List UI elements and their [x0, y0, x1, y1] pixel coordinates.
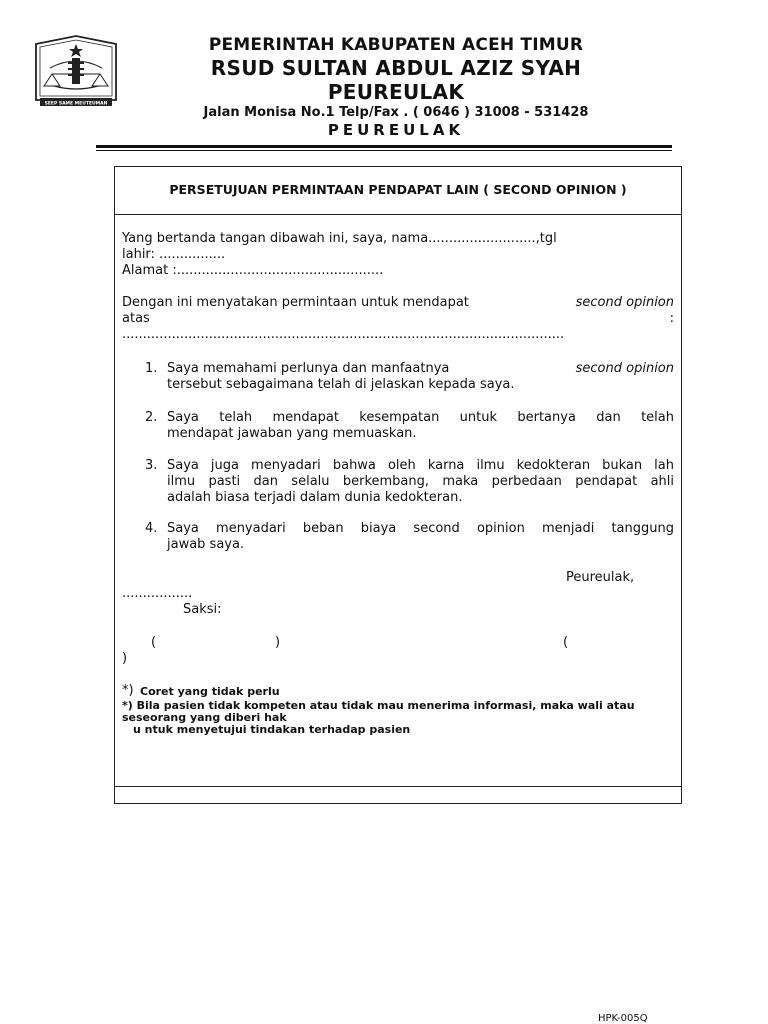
item-4-number: 4. [145, 521, 158, 536]
item-1-italic: second opinion [575, 361, 674, 376]
document-code: HPK-005Q [598, 1013, 648, 1024]
intro-line-address: Alamat :.................................................. [122, 263, 384, 278]
statement-line-2 [122, 311, 674, 327]
witness-label: Saksi: [183, 602, 222, 617]
item-2-line-2: mendapat jawaban yang memuaskan. [167, 426, 417, 441]
statement-dots: ........................................................................................................... [122, 327, 565, 342]
item-1-text: Saya memahami perlunya dan manfaatnya [167, 361, 450, 376]
note-2-line-3: u ntuk menyetujui tindakan terhadap pasien [133, 723, 411, 736]
signer-paren-close: ) [122, 651, 128, 666]
signer-paren-open: ( [563, 635, 569, 650]
note-1-marker: *) [122, 683, 134, 698]
item-1-number: 1. [145, 361, 158, 376]
box-bottom-divider [115, 786, 681, 787]
intro-line-dob: lahir: ................ [122, 247, 226, 262]
header-hospital-city: PEUREULAK [327, 80, 465, 104]
item-3-number: 3. [145, 458, 158, 473]
header-divider-thin [96, 150, 672, 151]
header-address: Jalan Monisa No.1 Telp/Fax . ( 0646 ) 31008 - 531428 [203, 105, 589, 120]
statement-atas: atas [122, 311, 150, 326]
statement-italic: second opinion [575, 295, 674, 310]
intro-line-name: Yang bertanda tangan dibawah ini, saya, nama..........................,tgl [122, 231, 557, 246]
note-2-line-1: *) Bila pasien tidak kompeten atau tidak mau menerima informasi, maka wali atau [122, 699, 635, 712]
header-government-name: PEMERINTAH KABUPATEN ACEH TIMUR [208, 35, 584, 55]
item-4-line-2: jawab saya. [167, 537, 245, 552]
logo-caption: SEEP SAME MEUTEUMAN [44, 101, 108, 107]
item-2-number: 2. [145, 410, 158, 425]
header-hospital-name: RSUD SULTAN ABDUL AZIZ SYAH [210, 56, 582, 80]
item-3-line-1: Saya juga menyadari bahwa oleh karna ilmu kedokteran bukan lah [167, 458, 674, 473]
place-label: Peureulak, [566, 570, 635, 585]
note-1-text: Coret yang tidak perlu [140, 685, 280, 698]
note-2-line-2: seseorang yang diberi hak [122, 711, 287, 724]
item-1-line-1 [167, 361, 674, 377]
item-1-line-2: tersebut sebagaimana telah di jelaskan kepada saya. [167, 377, 515, 392]
statement-text: Dengan ini menyatakan permintaan untuk mendapat [122, 295, 469, 310]
form-title: PERSETUJUAN PERMINTAAN PENDAPAT LAIN ( SECOND OPINION ) [115, 167, 681, 215]
item-4-line-1: Saya menyadari beban biaya second opinion menjadi tanggung [167, 521, 674, 536]
consent-form-box [114, 166, 682, 804]
header-divider-thick [96, 145, 672, 148]
statement-line [122, 295, 674, 311]
header-city: PEUREULAK [327, 121, 465, 139]
item-3-line-2: ilmu pasti dan selalu berkembang, maka perbedaan pendapat ahli [167, 474, 674, 489]
date-dots: ................. [122, 586, 193, 601]
witness-paren-open: ( [151, 635, 157, 650]
witness-paren-close: ) [275, 635, 281, 650]
statement-colon: : [669, 311, 674, 326]
item-3-line-3: adalah biasa terjadi dalam dunia kedokteran. [167, 490, 463, 505]
item-2-line-1: Saya telah mendapat kesempatan untuk bertanya dan telah [167, 410, 674, 425]
